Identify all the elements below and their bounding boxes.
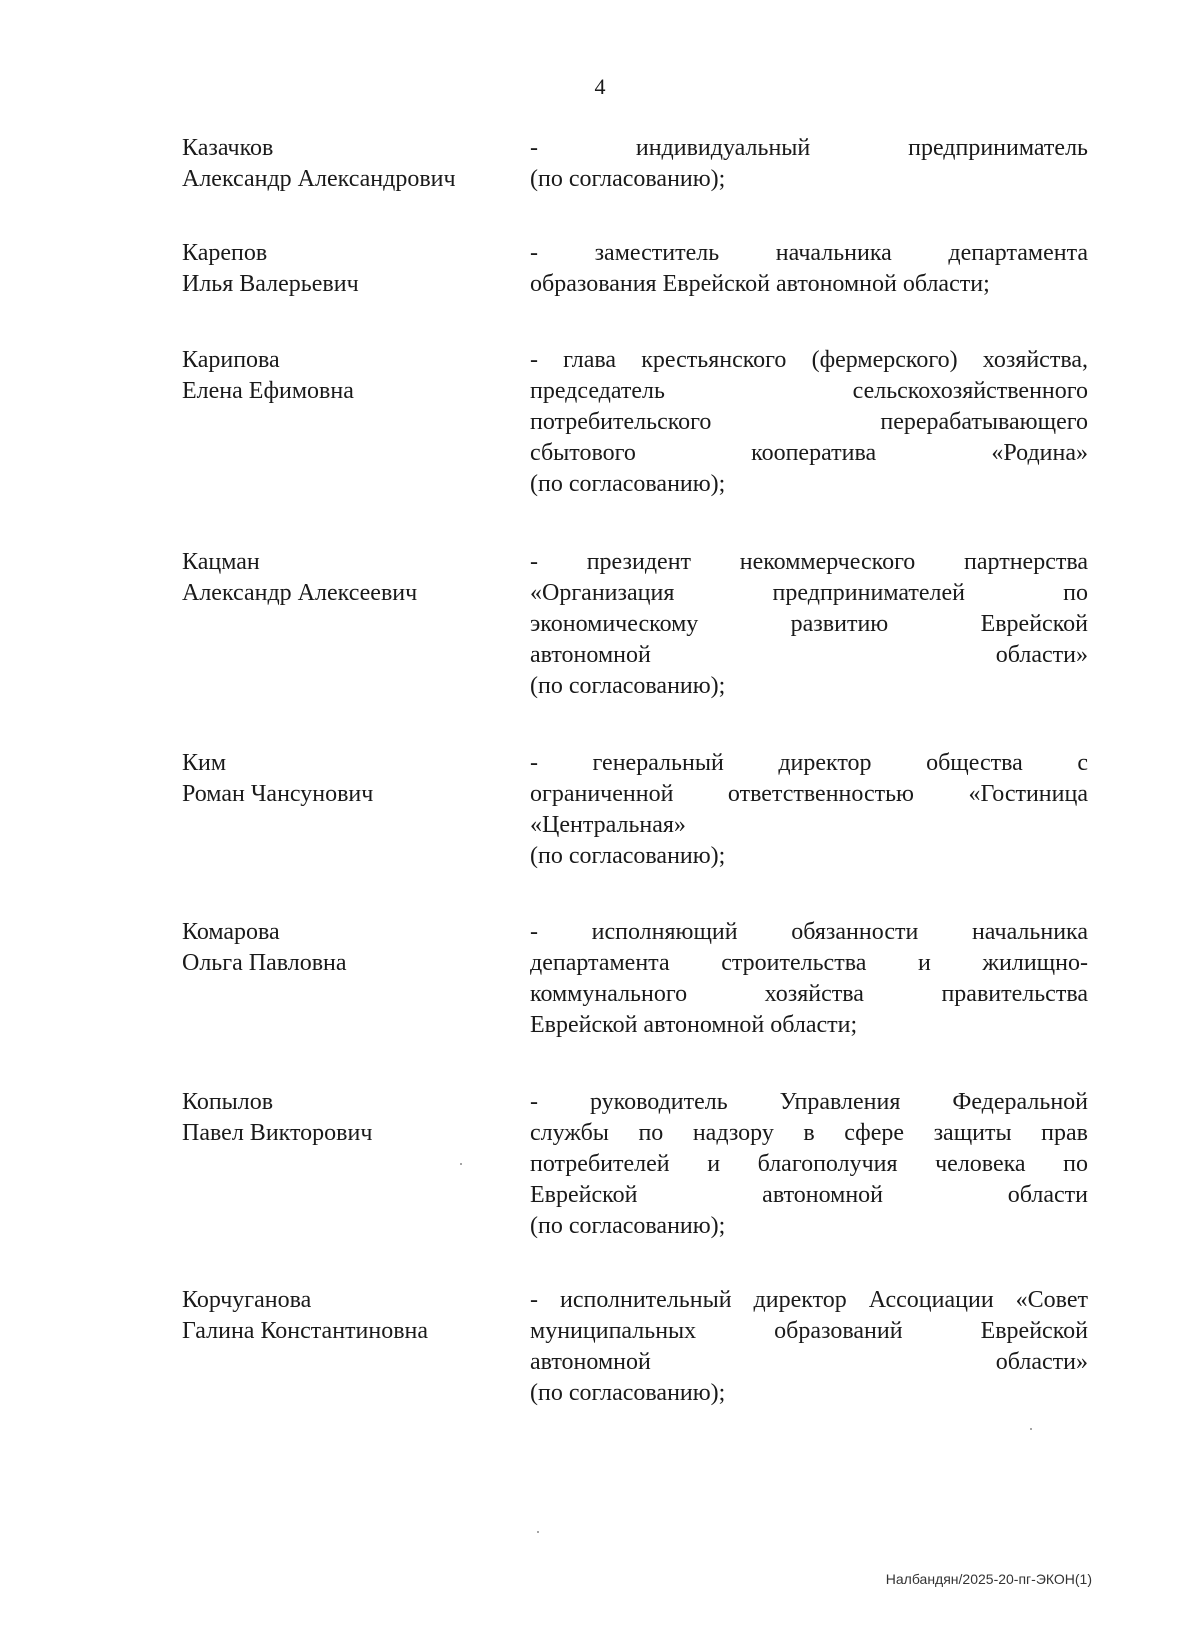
position-line: сбытового кооператива «Родина»	[530, 440, 1088, 466]
member-surname: Кацман	[182, 549, 260, 575]
position-line: (по согласованию);	[530, 1213, 726, 1239]
document-code: Налбандян/2025-20-пг-ЭКОН(1)	[885, 1571, 1092, 1587]
position-line: (по согласованию);	[530, 673, 726, 699]
position-line: экономическому развитию Еврейской	[530, 611, 1088, 637]
member-surname: Казачков	[182, 135, 274, 161]
position-line: (по согласованию);	[530, 166, 726, 192]
member-name	[182, 1285, 512, 1347]
member-position	[530, 1285, 1088, 1409]
scan-speck	[537, 1531, 539, 1533]
page-number: 4	[594, 74, 606, 99]
member-given-names: Галина Константиновна	[182, 1318, 429, 1344]
member-given-names: Александр Алексеевич	[182, 580, 418, 606]
member-position	[530, 917, 1088, 1041]
position-line: - президент некоммерческого партнерства	[530, 549, 1088, 575]
member-name	[182, 917, 512, 979]
position-line: - заместитель начальника департамента	[530, 240, 1088, 266]
member-name	[182, 133, 512, 195]
member-name	[182, 238, 512, 300]
position-line: председатель сельскохозяйственного	[530, 378, 1088, 404]
position-line: (по согласованию);	[530, 471, 726, 497]
position-line: «Центральная»	[530, 812, 686, 838]
member-position	[530, 547, 1088, 702]
scan-speck	[460, 1163, 462, 1165]
position-line: Еврейской автономной области;	[530, 1012, 858, 1038]
position-line: ограниченной ответственностью «Гостиница	[530, 781, 1088, 807]
position-line: департамента строительства и жилищно-	[530, 950, 1088, 976]
member-name	[182, 547, 512, 609]
member-given-names: Роман Чансунович	[182, 781, 374, 807]
position-line: (по согласованию);	[530, 843, 726, 869]
position-line: потребительского перерабатывающего	[530, 409, 1088, 435]
member-given-names: Александр Александрович	[182, 166, 456, 192]
member-surname: Карипова	[182, 347, 280, 373]
position-line: потребителей и благополучия человека по	[530, 1151, 1088, 1177]
member-given-names: Павел Викторович	[182, 1120, 373, 1146]
scan-speck	[1030, 1428, 1032, 1430]
position-line: - индивидуальный предприниматель	[530, 135, 1088, 161]
position-line: автономной области»	[530, 642, 1088, 668]
member-surname: Ким	[182, 750, 227, 776]
position-line: - генеральный директор общества с	[530, 750, 1088, 776]
member-position	[530, 748, 1088, 872]
member-given-names: Илья Валерьевич	[182, 271, 359, 297]
member-surname: Копылов	[182, 1089, 274, 1115]
position-line: автономной области»	[530, 1349, 1088, 1375]
member-name	[182, 345, 512, 407]
position-line: «Организация предпринимателей по	[530, 580, 1088, 606]
member-position	[530, 133, 1088, 195]
member-position	[530, 238, 1088, 300]
position-line: - руководитель Управления Федеральной	[530, 1089, 1088, 1115]
member-given-names: Ольга Павловна	[182, 950, 347, 976]
member-name	[182, 1087, 512, 1149]
position-line: муниципальных образований Еврейской	[530, 1318, 1088, 1344]
position-line: - исполняющий обязанности начальника	[530, 919, 1088, 945]
position-line: - исполнительный директор Ассоциации «Совет	[530, 1287, 1088, 1313]
member-surname: Комарова	[182, 919, 280, 945]
member-given-names: Елена Ефимовна	[182, 378, 354, 404]
member-surname: Корчуганова	[182, 1287, 312, 1313]
member-position	[530, 345, 1088, 500]
position-line: (по согласованию);	[530, 1380, 726, 1406]
member-surname: Карепов	[182, 240, 268, 266]
position-line: службы по надзору в сфере защиты прав	[530, 1120, 1088, 1146]
member-name	[182, 748, 512, 810]
position-line: Еврейской автономной области	[530, 1182, 1088, 1208]
position-line: образования Еврейской автономной области;	[530, 271, 990, 297]
member-position	[530, 1087, 1088, 1242]
position-line: коммунального хозяйства правительства	[530, 981, 1088, 1007]
position-line: - глава крестьянского (фермерского) хозяйства,	[530, 347, 1088, 373]
